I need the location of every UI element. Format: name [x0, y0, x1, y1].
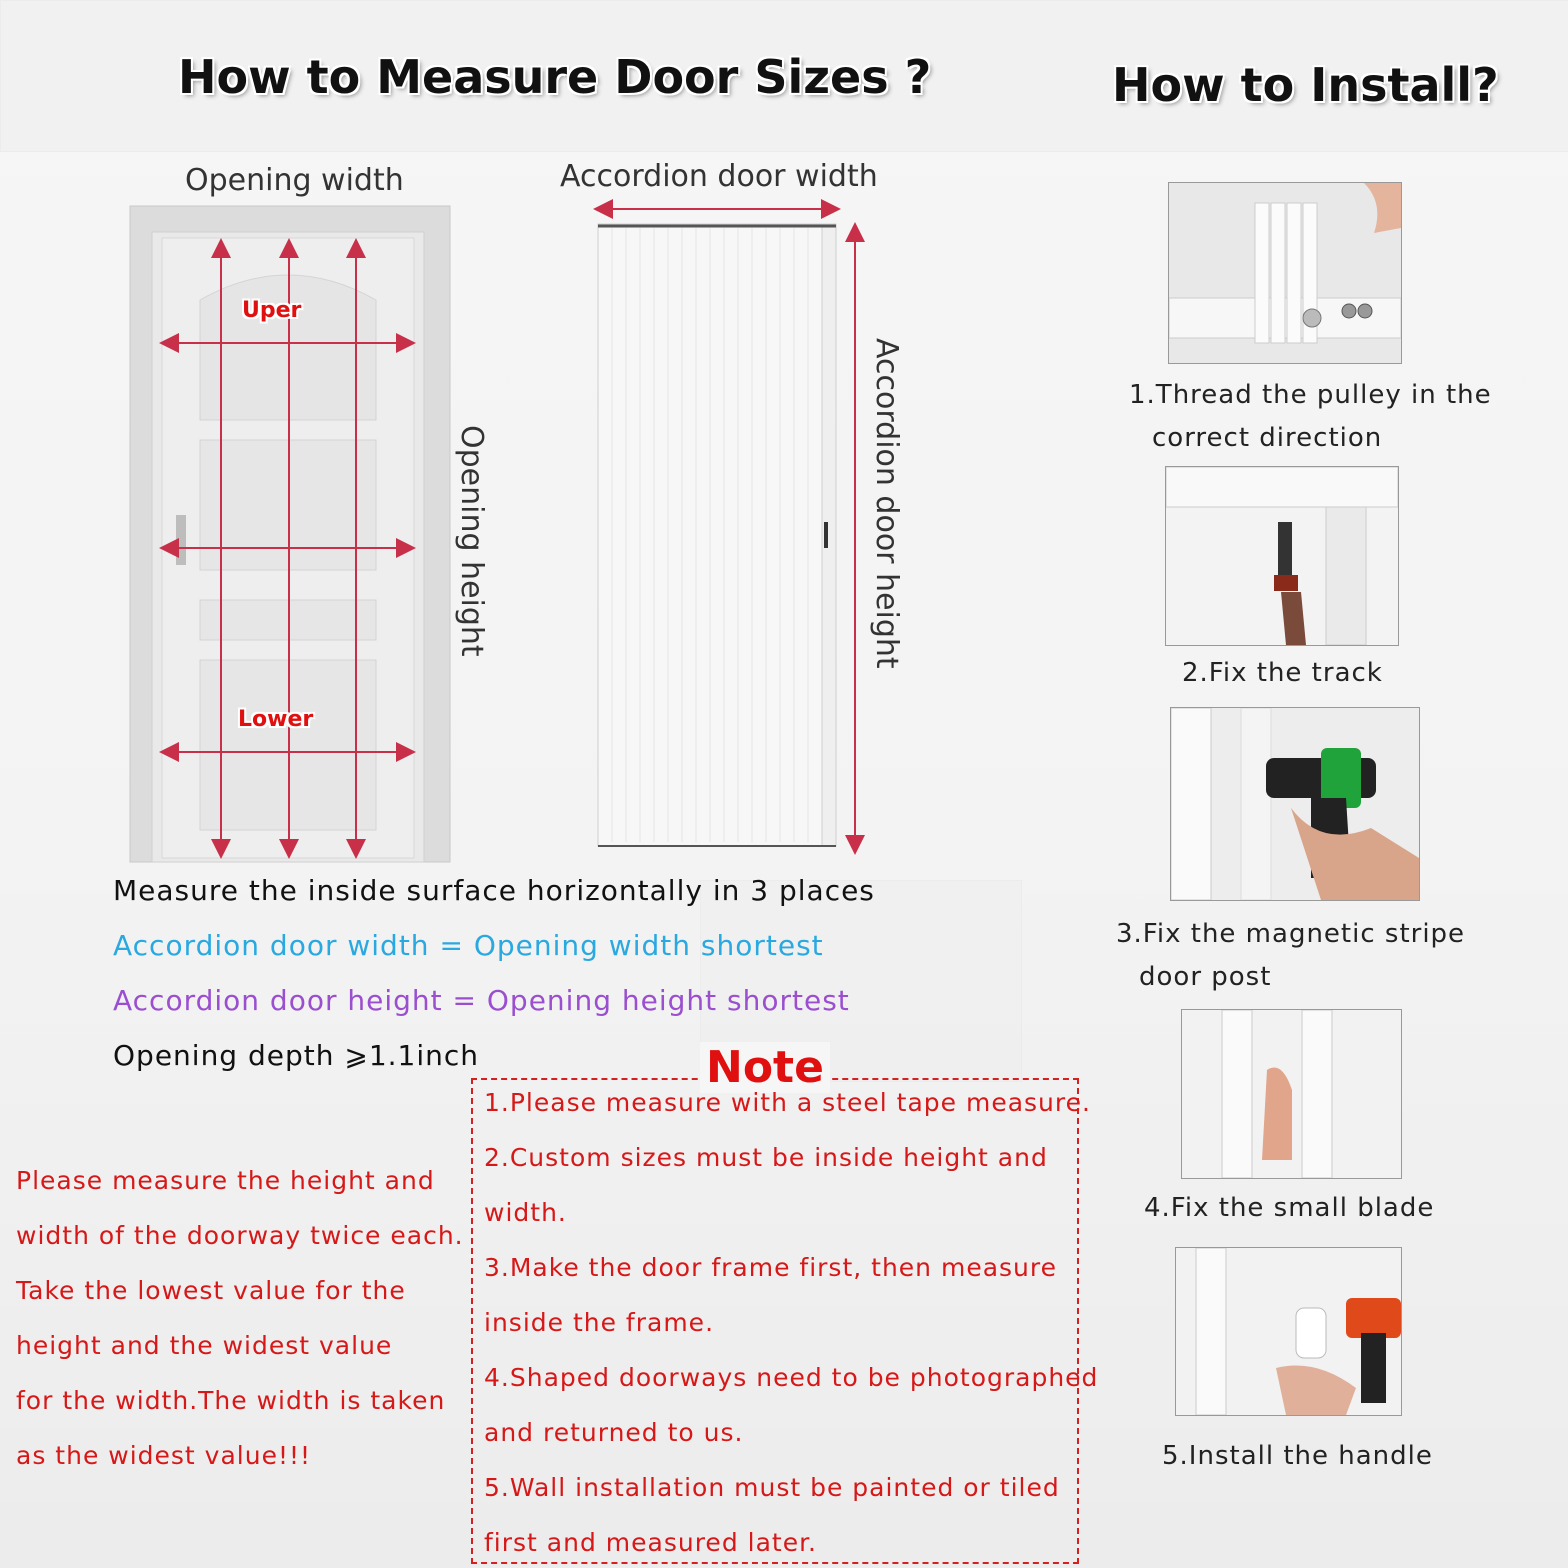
note-line: and returned to us. — [484, 1418, 744, 1447]
note-line: 5.Wall installation must be painted or tiled — [484, 1473, 1060, 1502]
door-handle — [176, 515, 186, 565]
left-note-line: Please measure the height and — [16, 1166, 435, 1195]
note-line: width. — [484, 1198, 567, 1227]
install-heading: How to Install? — [1112, 58, 1499, 112]
step3-photo — [1170, 707, 1420, 901]
opening-width-label: Opening width — [185, 163, 404, 198]
step2-text: 2.Fix the track — [1182, 658, 1383, 688]
instruction-width-rule: Accordion door width = Opening width shortest — [113, 929, 824, 962]
accordion-height-label: Accordion door height — [869, 338, 904, 669]
lower-tag: Lower — [238, 707, 314, 732]
note-line: 1.Please measure with a steel tape measure. — [484, 1088, 1091, 1117]
instruction-height-rule: Accordion door height = Opening height shortest — [113, 984, 850, 1017]
note-line: 4.Shaped doorways need to be photographed — [484, 1363, 1099, 1392]
note-line: 3.Make the door frame first, then measure — [484, 1253, 1057, 1282]
step5-text: 5.Install the handle — [1162, 1441, 1433, 1471]
note-line: 2.Custom sizes must be inside height and — [484, 1143, 1048, 1172]
accordion-width-label: Accordion door width — [560, 159, 878, 194]
step5-photo — [1175, 1247, 1402, 1416]
step4-text: 4.Fix the small blade — [1144, 1193, 1435, 1223]
instruction-depth: Opening depth ⩾1.1inch — [113, 1039, 480, 1072]
left-note-line: width of the doorway twice each. — [16, 1221, 464, 1250]
left-note-line: as the widest value!!! — [16, 1441, 312, 1470]
accordion-door — [598, 224, 836, 846]
note-line: first and measured later. — [484, 1528, 818, 1557]
accordion-handle — [824, 522, 828, 548]
step1-photo — [1168, 182, 1402, 364]
step1-text-1: 1.Thread the pulley in the — [1129, 380, 1492, 410]
instruction-measure: Measure the inside surface horizontally in 3 places — [113, 874, 875, 907]
note-title: Note — [700, 1042, 830, 1093]
left-note-line: Take the lowest value for the — [16, 1276, 406, 1305]
step1-text-2: correct direction — [1152, 423, 1383, 453]
step3-text-2: door post — [1139, 962, 1272, 992]
left-note-line: for the width.The width is taken — [16, 1386, 446, 1415]
measure-heading: How to Measure Door Sizes ? — [178, 50, 932, 104]
note-line: inside the frame. — [484, 1308, 715, 1337]
left-note-line: height and the widest value — [16, 1331, 393, 1360]
step2-photo — [1165, 466, 1399, 646]
step3-text-1: 3.Fix the magnetic stripe — [1116, 919, 1466, 949]
opening-height-label: Opening height — [454, 425, 489, 657]
step4-photo — [1181, 1009, 1402, 1179]
uper-tag: Uper — [242, 298, 302, 323]
